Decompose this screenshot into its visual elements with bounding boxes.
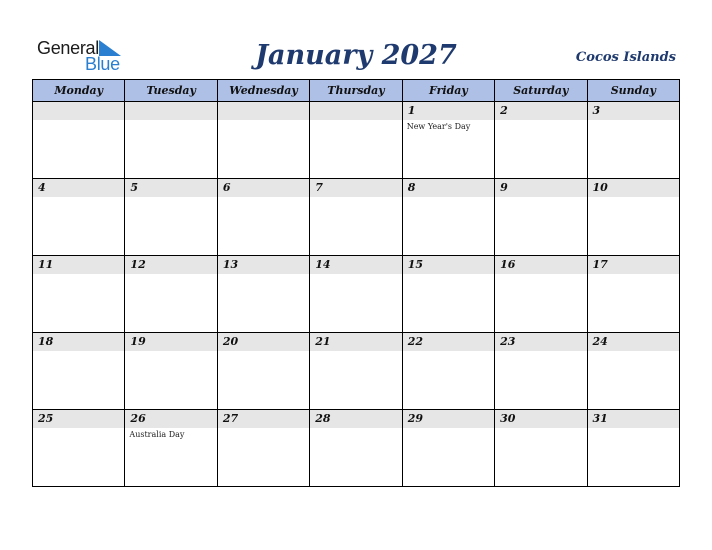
day-number-band [218,102,309,120]
day-cell [402,410,494,487]
day-cell [310,102,402,179]
day-number: 13 [222,258,239,271]
day-number: 12 [130,258,146,271]
day-number: 19 [130,335,146,348]
day-cell [310,410,402,487]
day-cell [587,256,679,333]
day-cell [495,179,587,256]
weekday-header: Monday [33,80,125,102]
day-cell [495,102,587,179]
day-cell [402,256,494,333]
page-title: January 2027 [255,40,457,71]
day-cell [33,179,125,256]
day-cell [33,256,125,333]
logo-word-blue: Blue [85,54,120,74]
day-cell [587,102,679,179]
weekday-header-row [33,80,680,102]
day-number: 20 [222,335,239,348]
day-number: 11 [38,258,54,271]
day-number: 6 [222,181,231,194]
day-cell [217,333,309,410]
day-cell [495,256,587,333]
day-cell [402,333,494,410]
day-number: 3 [592,104,601,117]
day-cell [125,179,217,256]
weekday-header: Thursday [310,80,402,102]
day-number: 29 [407,412,423,425]
day-cell [217,410,309,487]
day-number: 14 [315,258,331,271]
day-number: 1 [407,104,416,117]
logo-word-general: General [37,38,99,58]
weekday-header: Friday [402,80,494,102]
day-cell [587,179,679,256]
country-label: Cocos Islands [575,50,676,65]
day-cell [217,102,309,179]
day-cell [310,333,402,410]
day-number: 10 [592,181,608,194]
day-cell [587,410,679,487]
holiday-label: New Year's Day [406,122,471,131]
day-number: 25 [38,412,54,425]
day-number-band [310,102,401,120]
day-number: 9 [500,181,508,194]
week-row [33,102,680,179]
day-cell [217,256,309,333]
day-number-band [218,179,309,197]
day-number-band [33,179,124,197]
day-cell [310,256,402,333]
day-number-band [588,102,679,120]
day-number-band [125,179,216,197]
week-row [33,333,680,410]
day-number: 8 [407,181,416,194]
day-cell [402,102,494,179]
day-number: 4 [38,181,46,194]
day-cell [33,410,125,487]
day-number: 2 [500,104,508,117]
holiday-label: Australia Day [129,430,185,439]
weekday-header: Tuesday [125,80,217,102]
calendar-grid [32,79,680,487]
day-number: 18 [38,335,54,348]
day-number: 24 [592,335,608,348]
week-row [33,410,680,487]
day-number-band [403,102,494,120]
day-number: 23 [500,335,516,348]
day-cell [125,256,217,333]
calendar-body [33,102,680,487]
day-number-band [125,102,216,120]
day-number: 22 [407,335,423,348]
day-number: 21 [315,335,331,348]
day-number: 15 [407,258,423,271]
day-number: 28 [315,412,331,425]
weekday-header: Wednesday [217,80,309,102]
day-number: 30 [500,412,516,425]
day-number: 17 [592,258,608,271]
day-number-band [495,179,586,197]
day-cell [587,333,679,410]
day-number: 16 [500,258,516,271]
day-number-band [310,179,401,197]
week-row [33,256,680,333]
day-cell [310,179,402,256]
day-number-band [495,102,586,120]
day-cell [217,179,309,256]
week-row [33,179,680,256]
day-cell [125,410,217,487]
day-number-band [33,102,124,120]
day-cell [33,102,125,179]
weekday-header: Saturday [495,80,587,102]
day-number: 7 [315,181,323,194]
day-number: 27 [222,412,239,425]
day-cell [33,333,125,410]
weekday-header: Sunday [587,80,679,102]
day-cell [402,179,494,256]
day-number: 5 [130,181,139,194]
day-number-band [403,179,494,197]
day-cell [495,333,587,410]
day-cell [125,102,217,179]
day-cell [495,410,587,487]
day-number: 31 [592,412,608,425]
day-cell [125,333,217,410]
day-number: 26 [130,412,146,425]
